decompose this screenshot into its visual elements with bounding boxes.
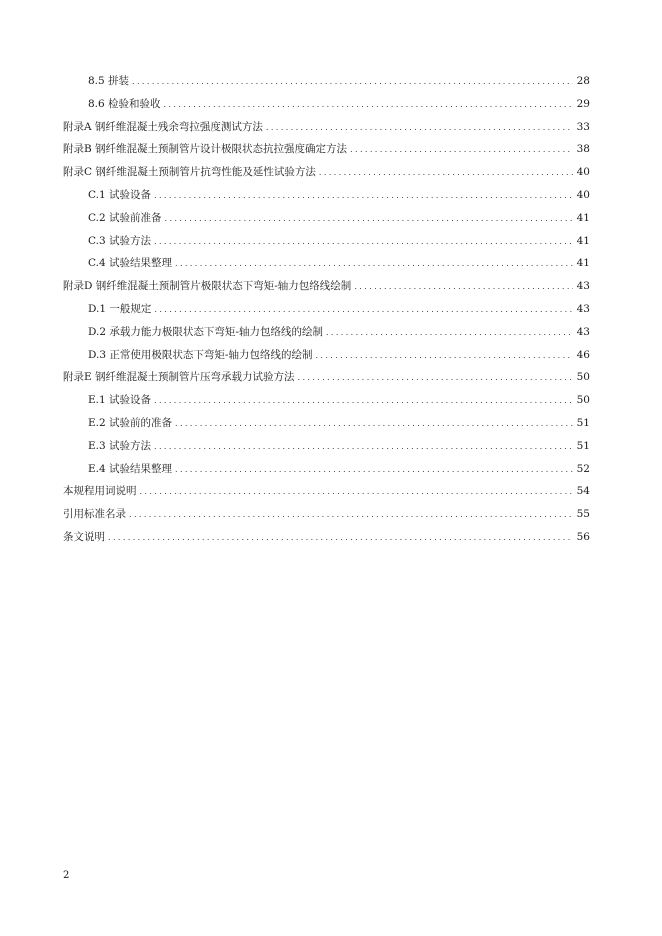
toc-entry-page: 46: [576, 348, 590, 361]
toc-entry-8-6[interactable]: [63, 93, 590, 116]
toc-entry-title: C.4 试验结果整理: [88, 257, 173, 270]
toc-entry-page: 40: [576, 166, 590, 179]
toc-entry-e-3[interactable]: [63, 435, 590, 458]
toc-entry-e-2[interactable]: [63, 412, 590, 435]
toc-entry-title: 附录C 钢纤维混凝土预制管片抗弯性能及延性试验方法: [63, 166, 316, 179]
toc-entry-page: 38: [576, 143, 590, 156]
toc-leader-dots: [326, 322, 573, 345]
toc-entry-page: 43: [576, 302, 590, 315]
toc-leader-dots: [154, 299, 572, 322]
toc-entry-d-2[interactable]: [63, 321, 590, 344]
toc-entry-page: 33: [576, 120, 590, 133]
toc-leader-dots: [175, 253, 573, 276]
toc-entry-title: E.2 试验前的准备: [88, 416, 173, 429]
toc-entry-page: 54: [576, 485, 590, 498]
toc-entry-title: C.2 试验前准备: [88, 211, 162, 224]
toc-entry-title: 8.6 检验和验收: [88, 97, 161, 110]
toc-leader-dots: [140, 481, 573, 504]
toc-entry-c-1[interactable]: [63, 184, 590, 207]
toc-entry-title: 附录B 钢纤维混凝土预制管片设计极限状态抗拉强度确定方法: [63, 143, 348, 156]
toc-entry-title: D.1 一般规定: [88, 302, 152, 315]
toc-leader-dots: [175, 413, 573, 436]
toc-entry-title: 附录E 钢纤维混凝土预制管片压弯承载力试验方法: [63, 371, 295, 384]
toc-entry-title: E.1 试验设备: [88, 394, 152, 407]
toc-entry-e-4[interactable]: [63, 458, 590, 481]
toc-entry-8-5[interactable]: [63, 70, 590, 93]
toc-entry-c-4[interactable]: [63, 252, 590, 275]
table-of-contents: [63, 70, 590, 549]
toc-entry-page: 51: [576, 439, 590, 452]
toc-entry-appendix-a[interactable]: [63, 116, 590, 139]
toc-entry-title: C.3 试验方法: [88, 234, 152, 247]
toc-leader-dots: [165, 208, 573, 231]
page-number: 2: [63, 870, 70, 881]
toc-entry-appendix-d[interactable]: [63, 275, 590, 298]
toc-entry-title: E.4 试验结果整理: [88, 462, 173, 475]
toc-entry-title: 附录D 钢纤维混凝土预制管片极限状态下弯矩-轴力包络线绘制: [63, 280, 352, 293]
toc-leader-dots: [350, 139, 573, 162]
toc-entry-title: 附录A 钢纤维混凝土残余弯拉强度测试方法: [63, 120, 263, 133]
toc-leader-dots: [164, 94, 573, 117]
toc-entry-page: 40: [576, 188, 590, 201]
toc-leader-dots: [319, 162, 573, 185]
toc-entry-appendix-e[interactable]: [63, 366, 590, 389]
toc-entry-e-1[interactable]: [63, 389, 590, 412]
toc-entry-appendix-c[interactable]: [63, 161, 590, 184]
toc-leader-dots: [108, 527, 573, 550]
toc-entry-page: 43: [576, 280, 590, 293]
toc-entry-page: 41: [576, 211, 590, 224]
toc-entry-title: 8.5 拼装: [88, 75, 130, 87]
toc-entry-page: 55: [576, 508, 590, 521]
toc-entry-page: 41: [576, 234, 590, 247]
toc-entry-c-2[interactable]: [63, 207, 590, 230]
toc-leader-dots: [154, 390, 573, 413]
toc-entry-clause-explanation[interactable]: [63, 526, 590, 549]
toc-entry-page: 50: [576, 371, 590, 384]
toc-entry-title: D.2 承载力能力极限状态下弯矩-轴力包络线的绘制: [88, 325, 323, 338]
toc-leader-dots: [154, 185, 573, 208]
toc-entry-wording-explanation[interactable]: [63, 480, 590, 503]
toc-entry-title: D.3 正常使用极限状态下弯矩-轴力包络线的绘制: [88, 348, 313, 361]
toc-entry-page: 29: [576, 97, 590, 110]
toc-entry-cited-standards[interactable]: [63, 503, 590, 526]
toc-leader-dots: [298, 367, 573, 390]
toc-entry-d-3[interactable]: [63, 344, 590, 367]
toc-leader-dots: [129, 504, 573, 527]
toc-leader-dots: [354, 276, 572, 299]
toc-entry-page: 43: [576, 325, 590, 338]
toc-entry-title: 本规程用词说明: [63, 485, 137, 498]
toc-entry-c-3[interactable]: [63, 230, 590, 253]
toc-entry-page: 50: [576, 394, 590, 407]
toc-leader-dots: [315, 345, 572, 368]
toc-leader-dots: [132, 71, 573, 94]
toc-leader-dots: [175, 459, 573, 482]
toc-entry-page: 52: [576, 462, 590, 475]
toc-entry-page: 28: [576, 75, 590, 87]
toc-entry-page: 51: [576, 416, 590, 429]
toc-leader-dots: [266, 117, 573, 140]
toc-entry-title: C.1 试验设备: [88, 188, 152, 201]
toc-entry-page: 41: [576, 257, 590, 270]
toc-entry-appendix-b[interactable]: [63, 138, 590, 161]
toc-entry-title: 引用标准名录: [63, 508, 126, 521]
toc-entry-title: E.3 试验方法: [88, 439, 152, 452]
toc-entry-d-1[interactable]: [63, 298, 590, 321]
toc-leader-dots: [154, 231, 573, 254]
toc-entry-page: 56: [576, 530, 590, 543]
toc-leader-dots: [154, 436, 573, 459]
toc-entry-title: 条文说明: [63, 530, 105, 543]
